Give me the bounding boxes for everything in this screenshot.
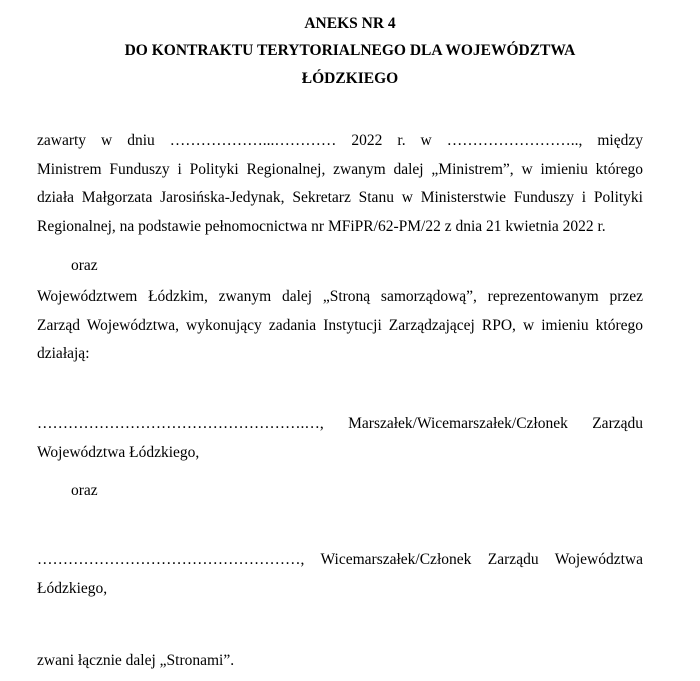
paragraph-line: zwani łącznie dalej „Stronami”. xyxy=(37,652,235,669)
paragraph-parties-region xyxy=(37,283,643,369)
paragraph-line: zawarty w dniu ………………...………… 2022 r. w …………………….., między xyxy=(37,132,643,149)
paragraph-parties-minister xyxy=(37,127,643,241)
paragraph-line: Łódzkiego, xyxy=(37,579,108,597)
signatory-vice-marshal xyxy=(37,546,643,603)
paragraph-line: Zarząd Województwa, wykonujący zadania Instytucji Zarządzającej RPO, w imieniu którego xyxy=(37,316,643,334)
paragraph-line: ……………………………………………, Wicemarszałek/Członek Zarządu Województwa xyxy=(37,551,643,568)
parties-definition xyxy=(37,647,643,676)
paragraph-line: Województwem Łódzkim, zwanym dalej „Stroną samorządową”, reprezentowanym przez xyxy=(37,288,643,305)
contract-title: DO KONTRAKTU TERYTORIALNEGO DLA WOJEWÓDZTWA xyxy=(124,42,576,59)
paragraph-line: …………………………………………….…, Marszałek/Wicemarszałek/Członek Zarządu xyxy=(37,415,643,432)
signatory-marshal xyxy=(37,410,643,467)
paragraph-line: działają: xyxy=(37,345,90,363)
conjunction-oraz: oraz xyxy=(71,257,98,274)
paragraph-line: działa Małgorzata Jarosińska-Jedynak, Sekretarz Stanu w Ministerstwie Funduszy i Polityki xyxy=(37,189,643,207)
paragraph-line: Regionalnej, na podstawie pełnomocnictwa nr MFiPR/62-PM/22 z dnia 21 kwietnia 2022 r. xyxy=(37,217,606,235)
region-title: ŁÓDZKIEGO xyxy=(301,70,399,87)
paragraph-line: Województwa Łódzkiego, xyxy=(37,443,200,461)
paragraph-line: Ministrem Funduszy i Polityki Regionalnej, zwanym dalej „Ministrem”, w imieniu którego xyxy=(37,160,643,178)
annex-title: ANEKS NR 4 xyxy=(304,15,396,32)
conjunction-oraz: oraz xyxy=(71,482,98,499)
